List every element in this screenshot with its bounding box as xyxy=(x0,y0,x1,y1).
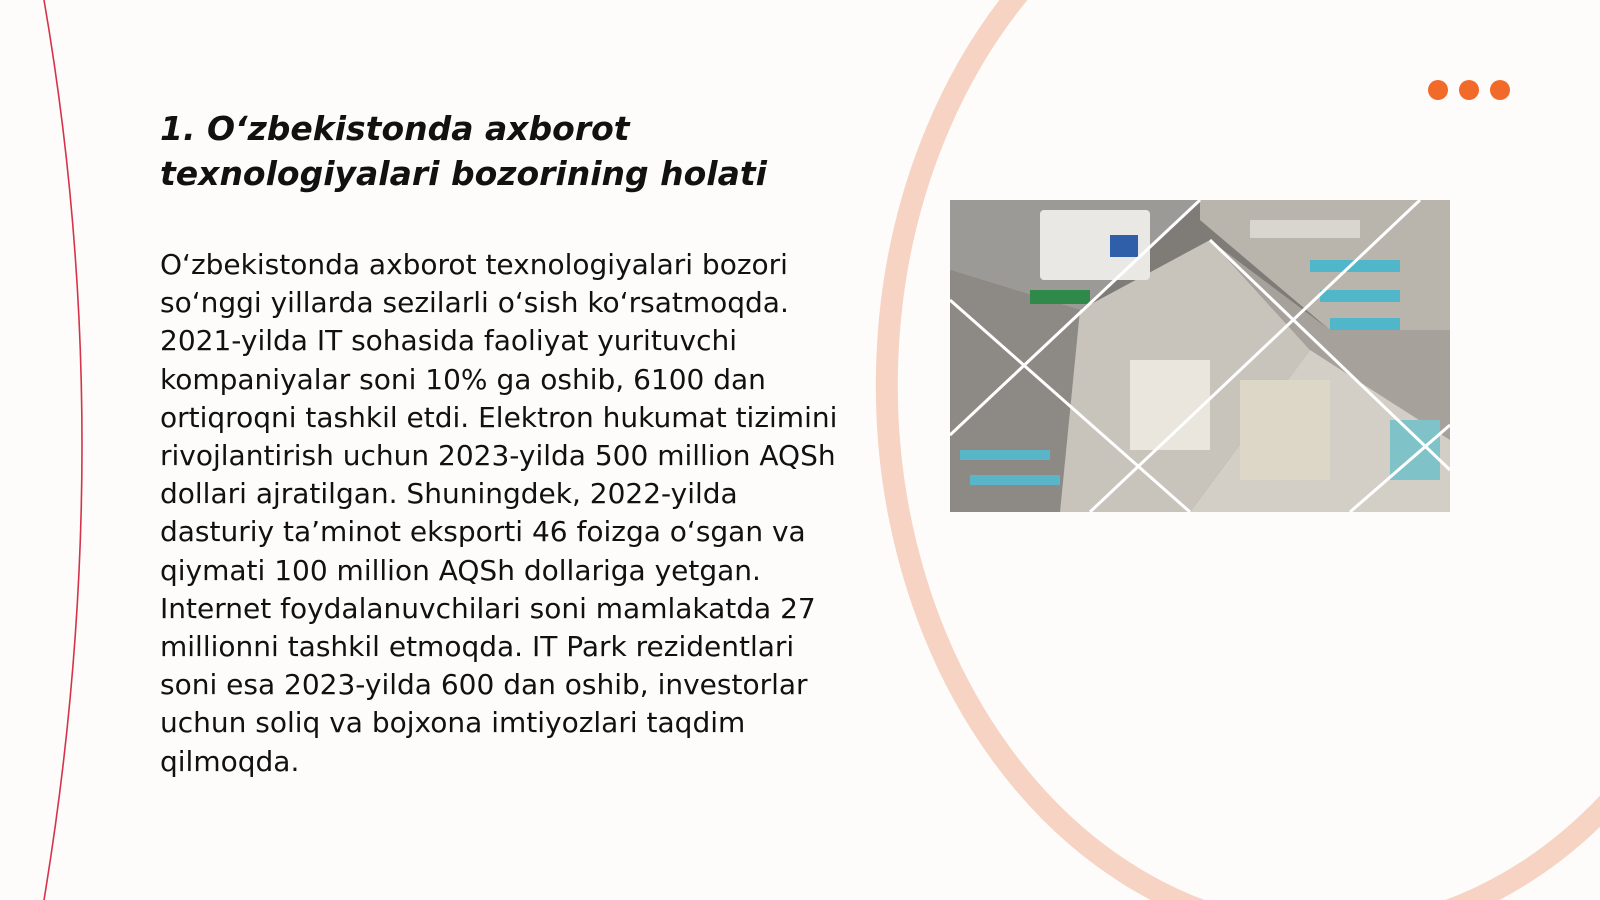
slide-body-text: O‘zbekistonda axborot texnologiyalari bozori so‘nggi yillarda sezilarli o‘sish ko‘rsatmoqda. 2021-yilda IT sohasida faoliyat yurituvchi kompaniyalar soni 10% ga oshib, 6100 dan ortiqroqni tashkil etdi. Elektron hukumat tizimini rivojlantirish uchun 2023-yilda 500 million AQSh dollari ajratilgan. Shuningdek, 2022-yilda dasturiy ta’minot eksporti 46 foizga o‘sgan va qiymati 100 million AQSh dollariga yetgan. Internet foydalanuvchilari soni mamlakatda 27 millionni tashkil etmoqda. IT Park rezidentlari soni esa 2023-yilda 600 dan oshib, investorlar uchun soliq va bojxona imtiyozlari taqdim qilmoqda. xyxy=(160,248,838,778)
dots-decoration xyxy=(1428,80,1510,100)
decorative-left-curve xyxy=(44,0,82,900)
dot-icon xyxy=(1490,80,1510,100)
slide-title: 1. O‘zbekistonda axborot texnologiyalari bozorining holati xyxy=(160,109,767,193)
dot-icon xyxy=(1428,80,1448,100)
factory-collage-image xyxy=(950,200,1450,512)
dot-icon xyxy=(1459,80,1479,100)
collage-graphic xyxy=(950,200,1450,512)
